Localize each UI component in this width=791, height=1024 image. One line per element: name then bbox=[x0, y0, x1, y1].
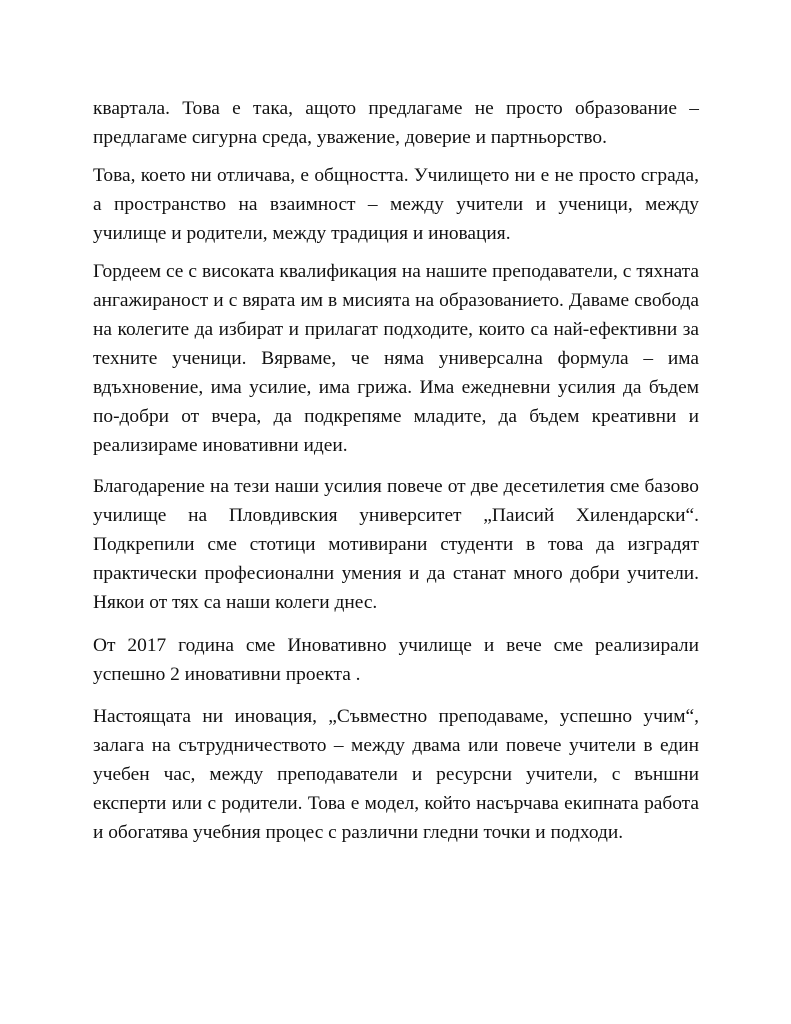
paragraph-university-base: Благодарение на тези наши усилия повече от две десетилетия сме базово училище на Пловдивския университет „Паисий Хилендарски“. Подкрепили сме стотици мотивирани студенти в това да изградят практически професионални умения и да станат много добри учители. Някои от тях са наши колеги днес. bbox=[93, 476, 699, 613]
paragraph-community-intro: квартала. Това е така, ащото предлагаме не просто образование – предлагаме сигурна среда, уважение, доверие и партньорство. bbox=[93, 98, 699, 148]
paragraph-community: Това, което ни отличава, е общността. Училището ни е не просто сграда, а пространство на взаимност – между учители и ученици, между училище и родители, между традиция и иновация. bbox=[93, 165, 699, 244]
paragraph-innovative-school: От 2017 година сме Иновативно училище и вече сме реализирали успешно 2 иновативни проекта . bbox=[93, 635, 699, 685]
paragraph-teachers: Гордеем се с високата квалификация на нашите преподаватели, с тяхната ангажираност и с вярата им в мисията на образованието. Даваме свобода на колегите да избират и прилагат подходите, които са най-ефективни за техните ученици. Вярваме, че няма универсална формула – има вдъхновение, има усилие, има грижа. Има ежедневни усилия да бъдем по-добри от вчера, да подкрепяме младите, да бъдем креативни и реализираме иновативни идеи. bbox=[93, 261, 699, 456]
paragraph-current-innovation: Настоящата ни иновация, „Съвместно преподаваме, успешно учим“, залага на сътрудничеството – между двама или повече учители в един учебен час, между преподаватели и ресурсни учители, с външни експерти или с родители. Това е модел, който насърчава екипната работа и обогатява учебния процес с различни гледни точки и подходи. bbox=[93, 706, 699, 843]
document-page bbox=[93, 94, 699, 856]
